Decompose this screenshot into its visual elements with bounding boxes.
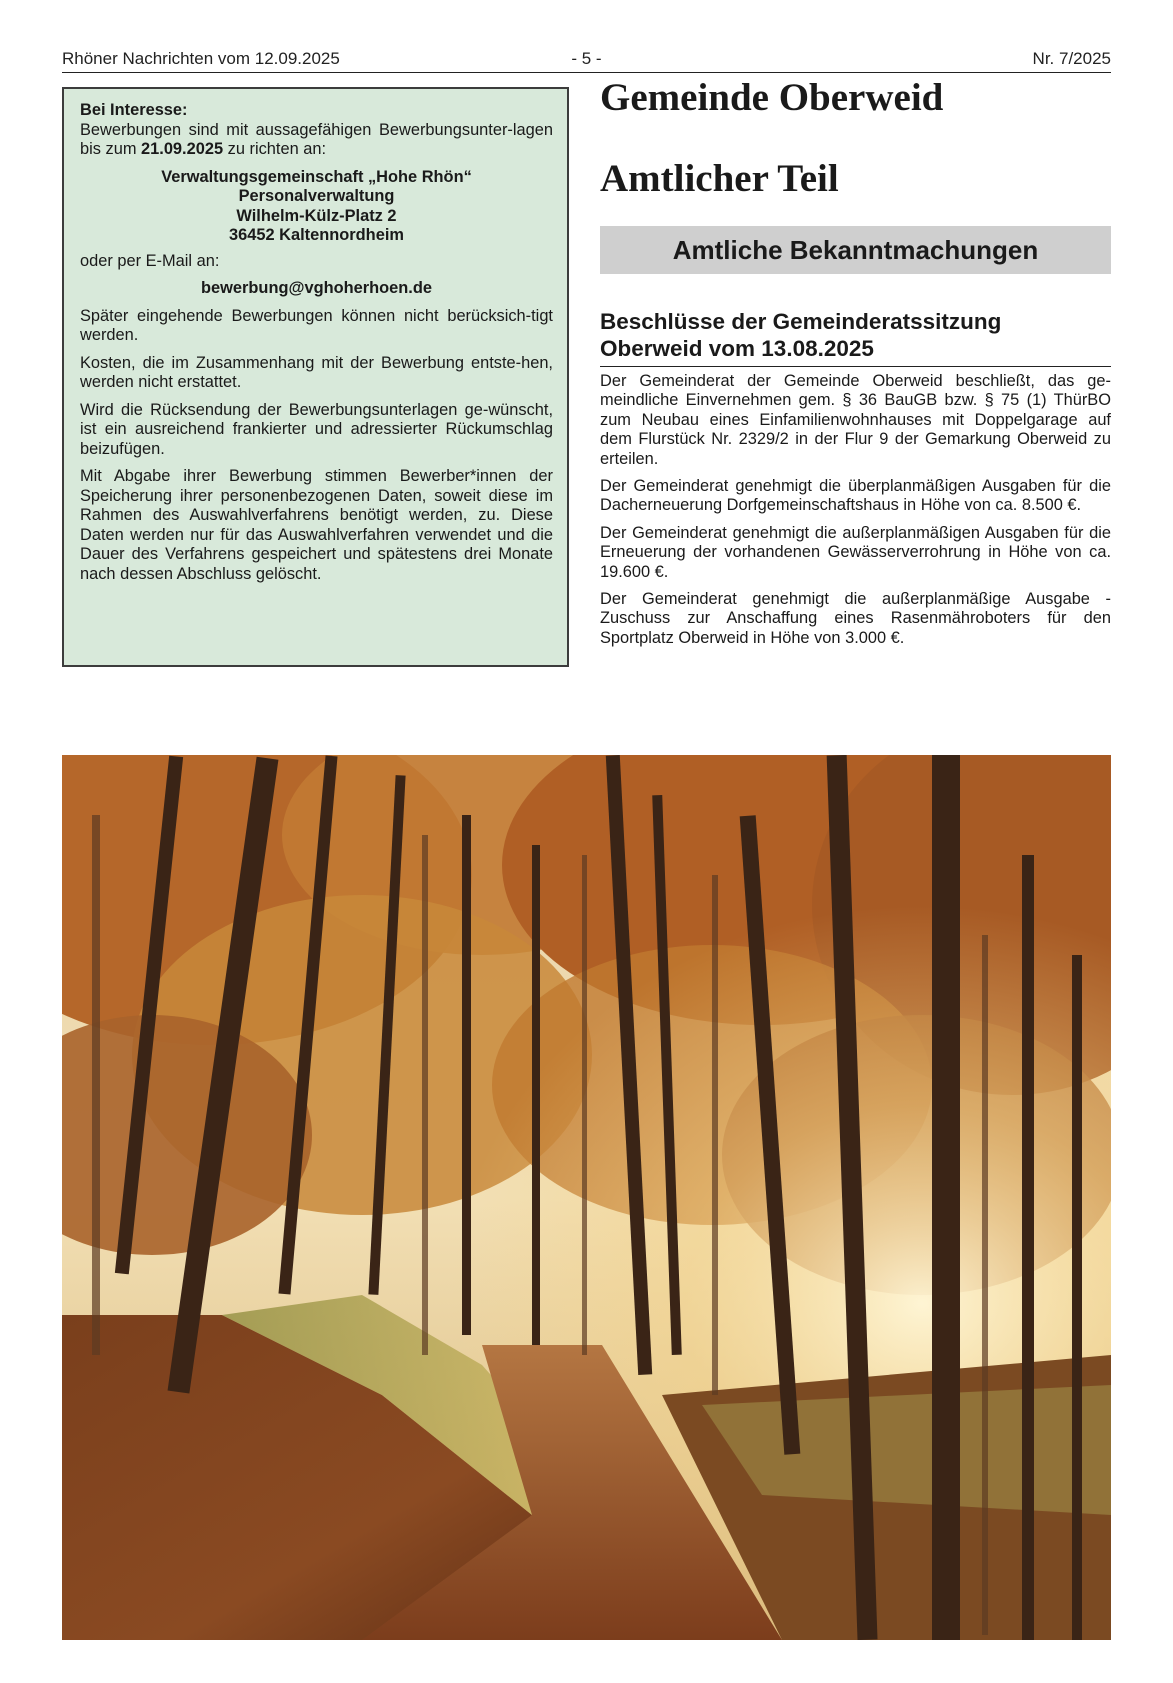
resolution-paragraph: Der Gemeinderat genehmigt die außerplanmäßige Ausgabe - Zuschuss zur Anschaffung eines Rasenmähroboters für den Sportplatz Oberweid in Höhe von 3.000 €. bbox=[600, 590, 1111, 647]
municipality-title: Gemeinde Oberweid bbox=[600, 76, 944, 119]
resolutions-body bbox=[600, 372, 1111, 656]
application-notice-box bbox=[62, 87, 569, 667]
resolution-paragraph: Der Gemeinderat genehmigt die außerplanmäßigen Ausgaben für die Erneuerung der vorhandenen Gewässerverrohrung in Höhe von ca. 19.600 €. bbox=[600, 523, 1111, 581]
address-line: Verwaltungsgemeinschaft „Hohe Rhön“ bbox=[161, 167, 472, 186]
intro-text: Bewerbungen sind mit aussagefähigen Bewerbungsunter-lagen bis zum bbox=[80, 120, 553, 158]
resolution-paragraph: Der Gemeinderat der Gemeinde Oberweid beschließt, das ge-meindliche Einvernehmen gem. § 36 BauGB bzw. § 75 (1) ThürBO zum Neubau eines Einfamilienwohnhauses mit Doppelgarage auf dem Flurstück Nr. 2329/2 in der Flur 9 der Gemarkung Oberweid zu erteilen. bbox=[600, 372, 1111, 468]
intro-text-end: zu richten an: bbox=[223, 140, 327, 158]
address-line: Personalverwaltung bbox=[238, 187, 395, 205]
address-line: Wilhelm-Külz-Platz 2 bbox=[236, 206, 397, 225]
notice-heading: Bei Interesse: bbox=[80, 101, 188, 119]
page-header bbox=[62, 48, 1111, 73]
resolution-paragraph: Der Gemeinderat genehmigt die überplanmäßigen Ausgaben für die Dacherneuerung Dorfgemeinschaftshaus in Höhe von ca. 8.500 €. bbox=[600, 477, 1111, 515]
postal-address bbox=[80, 168, 553, 246]
issue-number: Nr. 7/2025 bbox=[1032, 49, 1111, 68]
heading-line: Oberweid vom 13.08.2025 bbox=[600, 336, 874, 361]
notice-intro bbox=[80, 121, 553, 160]
section-title: Amtlicher Teil bbox=[600, 157, 839, 200]
page-number: - 5 - bbox=[571, 49, 602, 68]
publication-date: Rhöner Nachrichten vom 12.09.2025 bbox=[62, 49, 340, 68]
resolutions-heading bbox=[600, 308, 1111, 367]
notice-paragraph: Später eingehende Bewerbungen können nicht berücksich-tigt werden. bbox=[80, 306, 553, 344]
announcements-bar: Amtliche Bekanntmachungen bbox=[600, 226, 1111, 274]
notice-paragraph: Kosten, die im Zusammenhang mit der Bewerbung entste-hen, werden nicht erstattet. bbox=[80, 353, 553, 391]
notice-paragraph: Mit Abgabe ihrer Bewerbung stimmen Bewerber*innen der Speicherung ihrer personenbezogenen Daten, soweit diese im Rahmen des Auswahlverfahrens benötigt werden, zu. Diese Daten werden nur für das Auswahlverfahren verwendet und die Dauer des Verfahrens gespeichert und spätestens drei Monate nach dessen Abschluss gelöscht. bbox=[80, 467, 553, 583]
address-line: 36452 Kaltennordheim bbox=[229, 226, 404, 244]
heading-line: Beschlüsse der Gemeinderatssitzung bbox=[600, 309, 1002, 334]
email-address[interactable]: bewerbung@vghoherhoen.de bbox=[201, 279, 432, 297]
notice-paragraph: Wird die Rücksendung der Bewerbungsunterlagen ge-wünscht, ist ein ausreichend frankierter und adressierter Rückumschlag beizufügen. bbox=[80, 400, 553, 458]
autumn-forest-photo bbox=[62, 755, 1111, 1640]
deadline-date: 21.09.2025 bbox=[141, 140, 224, 158]
email-intro: oder per E-Mail an: bbox=[80, 251, 220, 270]
